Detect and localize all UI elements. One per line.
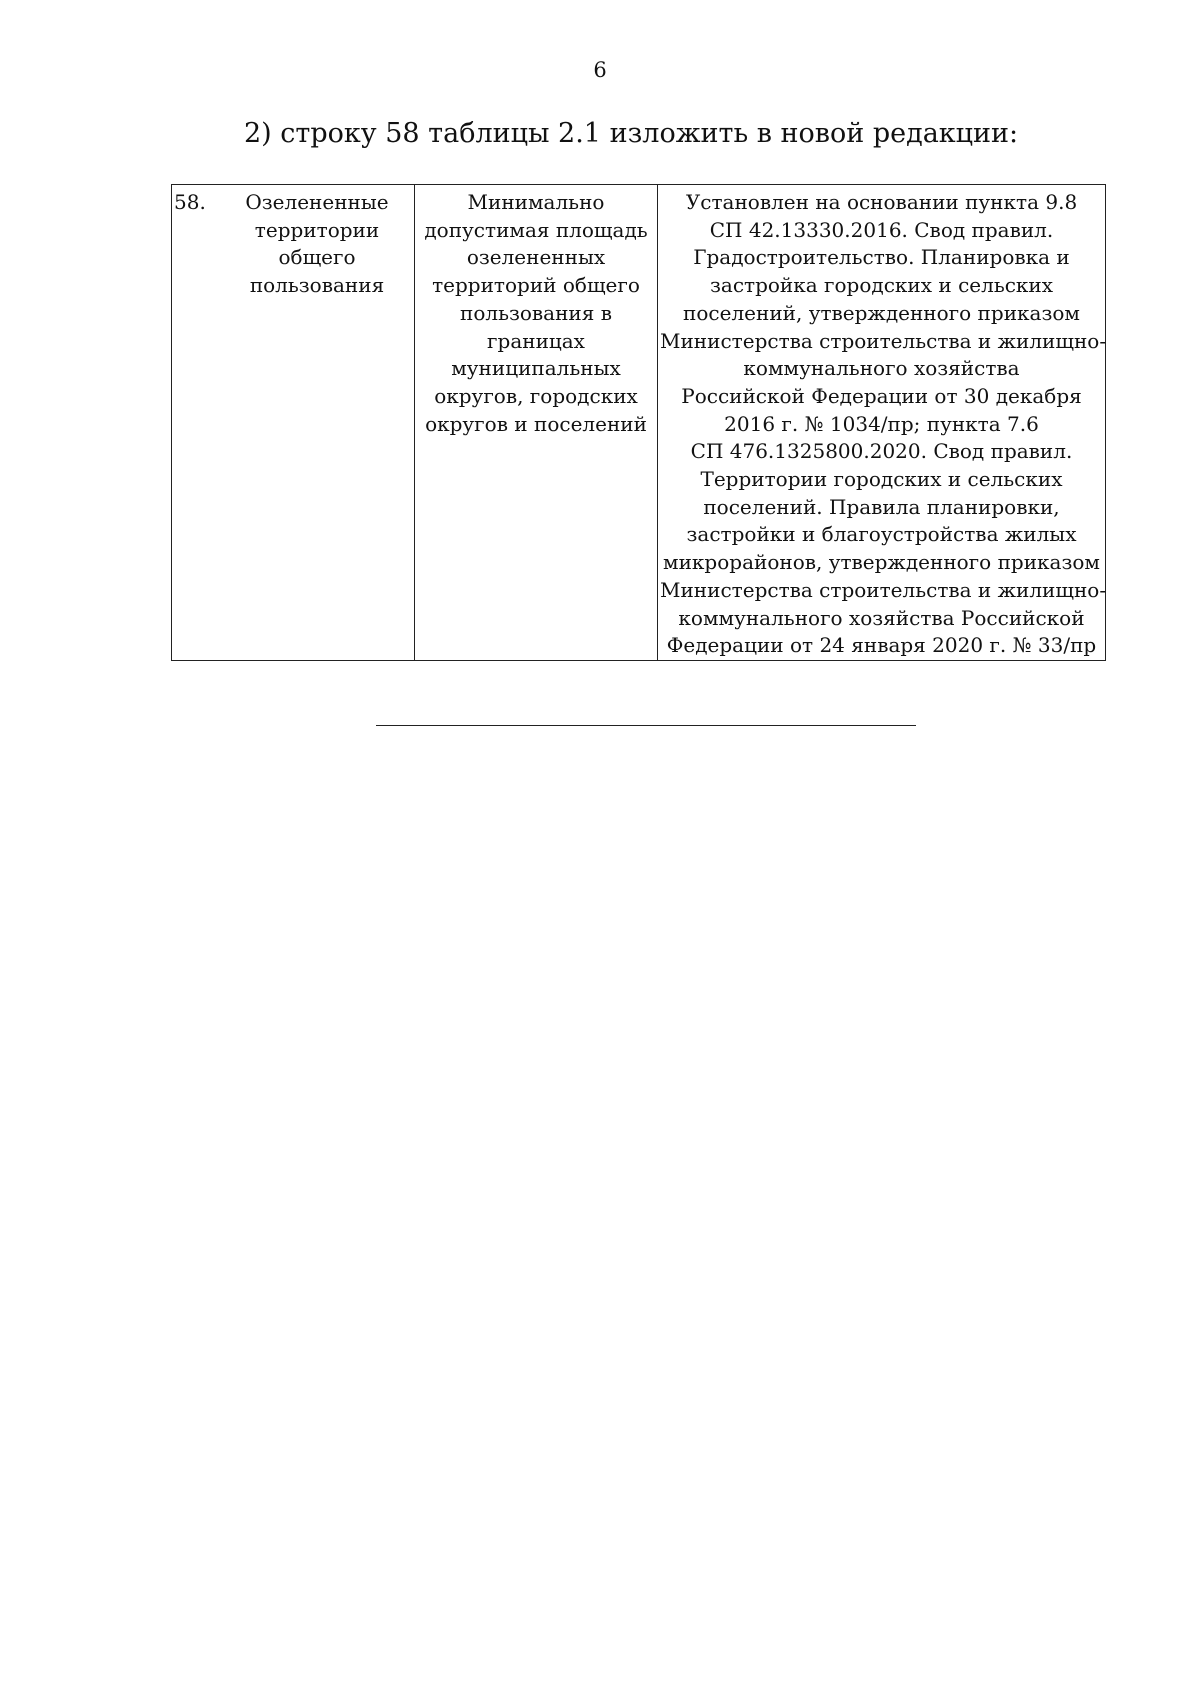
indicator-line: округов и поселений <box>425 411 647 436</box>
closing-rule <box>376 725 916 726</box>
basis-line: Градостроительство. Планировка и <box>693 245 1070 270</box>
row-name-line: Озелененные <box>245 190 389 214</box>
indicator-line: границах <box>487 328 585 353</box>
amendment-intro: 2) строку 58 таблицы 2.1 изложить в новой редакции: <box>244 118 1019 149</box>
basis-line: коммунального хозяйства Российской <box>678 605 1085 630</box>
basis-line: поселений. Правила планировки, <box>703 494 1060 519</box>
row-number: 58. <box>174 190 206 214</box>
basis-line: Российской Федерации от 30 декабря <box>681 383 1082 408</box>
basis-line: микрорайонов, утвержденного приказом <box>663 550 1100 575</box>
basis-line: СП 476.1325800.2020. Свод правил. <box>690 439 1073 464</box>
indicator-line: территорий общего <box>432 273 640 298</box>
basis-line: 2016 г. № 1034/пр; пункта 7.6 <box>724 411 1039 436</box>
row-name-line: общего <box>278 245 356 270</box>
basis-line: Министерства строительства и жилищно- <box>660 577 1107 602</box>
basis-line: Территории городских и сельских <box>700 467 1063 492</box>
indicator-line: пользования в <box>460 300 612 325</box>
indicator-line: допустимая площадь <box>424 217 648 242</box>
basis-line: коммунального хозяйства <box>743 356 1020 381</box>
row-basis-cell <box>658 185 1106 661</box>
indicator-line: озелененных <box>466 245 606 270</box>
indicator-line: Минимально <box>467 190 605 214</box>
basis-line: Федерации от 24 января 2020 г. № 33/пр <box>666 633 1097 658</box>
row-name-line: пользования <box>249 273 385 298</box>
amendment-table <box>171 184 1106 661</box>
row-name <box>222 189 412 300</box>
basis-line: поселений, утвержденного приказом <box>683 300 1080 325</box>
basis-line: Установлен на основании пункта 9.8 <box>685 190 1078 214</box>
basis-line: застройка городских и сельских <box>709 273 1054 298</box>
row-name-line: территории <box>254 217 380 242</box>
basis-line: Министерства строительства и жилищно- <box>660 328 1107 353</box>
basis-line: застройки и благоустройства жилых <box>686 522 1077 547</box>
indicator-line: муниципальных <box>451 356 621 381</box>
row-indicator-cell <box>415 185 658 661</box>
indicator-line: округов, городских <box>434 383 638 408</box>
basis-line: СП 42.13330.2016. Свод правил. <box>709 217 1054 242</box>
page-number: 6 <box>593 58 607 82</box>
row-number-and-name-cell <box>172 185 415 661</box>
table-row <box>172 185 1106 661</box>
